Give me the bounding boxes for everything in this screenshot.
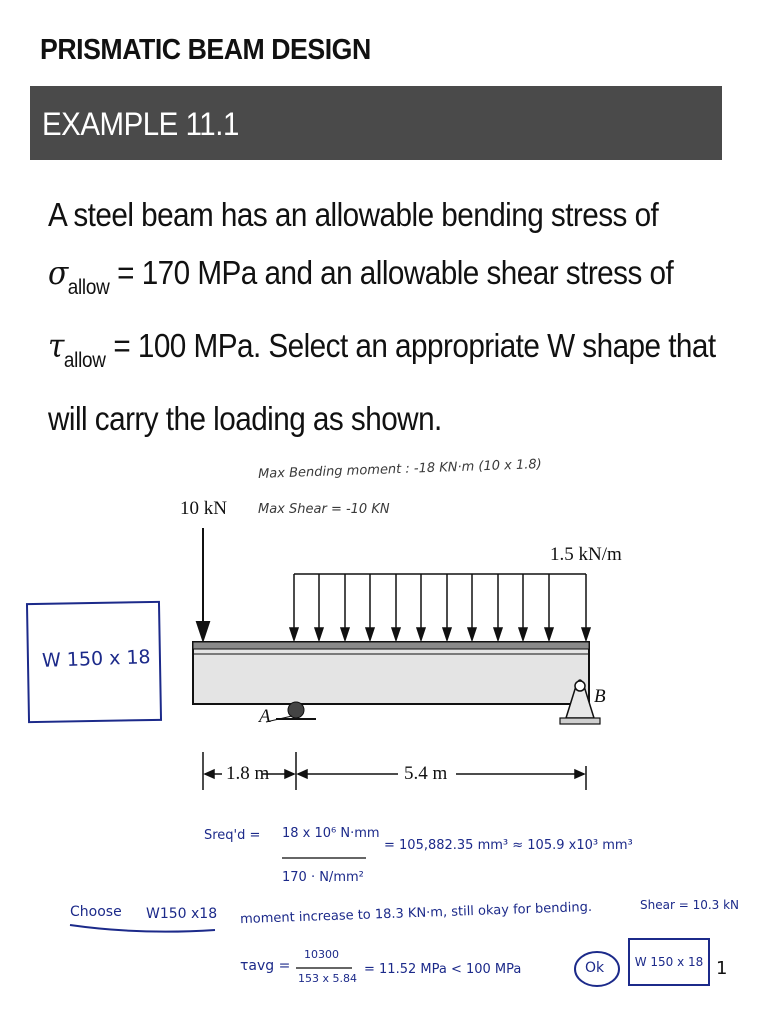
choose-value: W150 x18 — [146, 906, 218, 922]
dim-left-label: 1.8 m — [226, 763, 270, 784]
page-title: PRISMATIC BEAM DESIGN — [40, 34, 371, 66]
max-bending-note: Max Bending moment : -18 KN·m (10 x 1.8) — [257, 457, 542, 482]
problem-line-2-text: = 170 MPa and an allowable shear stress of — [109, 254, 674, 291]
sreq-numerator: 18 x 10⁶ N·mm — [282, 826, 380, 841]
distributed-load — [290, 574, 590, 640]
point-load-arrow — [197, 528, 209, 640]
sreq-result: = 105,882.35 mm³ ≈ 105.9 x10³ mm³ — [384, 838, 633, 853]
tavg-numerator: 10300 — [304, 948, 339, 961]
choose-underline — [70, 925, 215, 932]
tavg-denominator: 153 x 5.84 — [298, 972, 357, 985]
problem-line-4: will carry the loading as shown. — [48, 400, 442, 437]
dim-right-label: 5.4 m — [404, 763, 448, 784]
problem-line-1: A steel beam has an allowable bending stress of — [48, 196, 659, 233]
max-shear-note: Max Shear = -10 KN — [258, 502, 390, 517]
page-number: 1 — [716, 958, 728, 979]
example-heading: EXAMPLE 11.1 — [42, 106, 239, 142]
tau-symbol: τ — [48, 326, 64, 365]
sreq-denominator: 170 · N/mm² — [282, 870, 364, 885]
sigma-symbol: σ — [48, 253, 68, 292]
beam — [193, 642, 589, 704]
ok-label: Ok — [585, 960, 605, 976]
sreq-label: Sreq'd = — [204, 828, 261, 843]
tavg-result: = 11.52 MPa < 100 MPa — [364, 962, 522, 977]
choose-label: Choose — [70, 904, 122, 920]
final-answer-box: W 150 x 18 — [628, 938, 710, 986]
answer-box-text: W 150 x 18 — [41, 646, 151, 672]
tavg-label: τavg = — [240, 958, 291, 974]
support-b-label: B — [594, 686, 606, 707]
support-a-label: A — [259, 706, 271, 727]
shear-note: Shear = 10.3 kN — [640, 898, 740, 912]
problem-line-3-text: = 100 MPa. Select an appropriate W shape that — [105, 327, 716, 364]
point-load-label: 10 kN — [180, 498, 227, 519]
sigma-subscript: allow — [67, 276, 110, 299]
distributed-load-label: 1.5 kN/m — [550, 544, 622, 565]
tau-subscript: allow — [63, 349, 106, 372]
moment-note: moment increase to 18.3 KN·m, still okay for bending. — [239, 899, 593, 928]
